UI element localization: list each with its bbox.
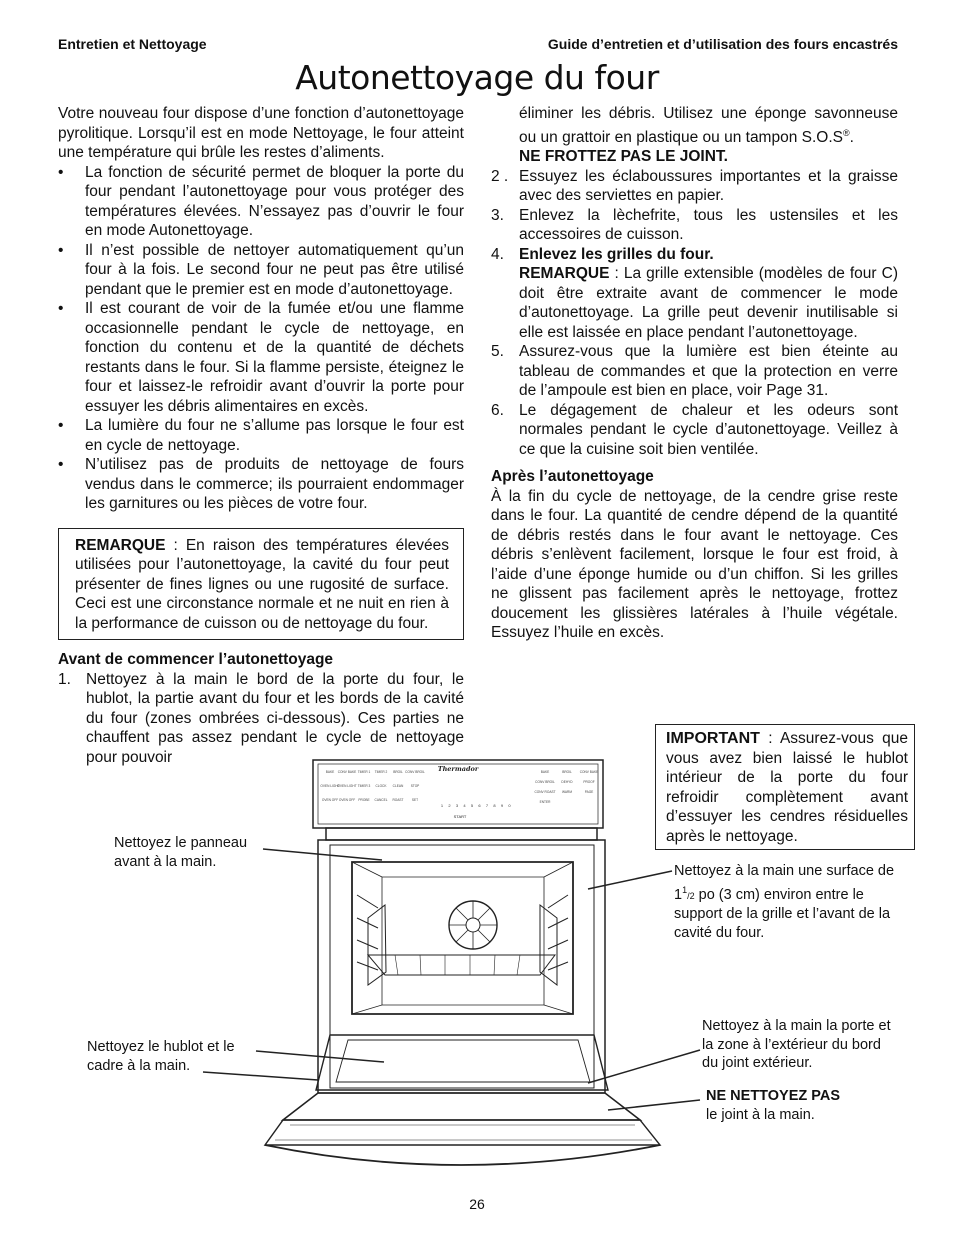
oven-key-label: OVEN LIGHT — [320, 784, 340, 788]
page-title: Autonettoyage du four — [295, 58, 659, 97]
oven-key-label: CLOCK — [375, 784, 387, 788]
step-4-note-label: REMARQUE — [519, 265, 610, 282]
header-section-title: Entretien et Nettoyage — [58, 36, 207, 52]
oven-digits — [441, 803, 512, 808]
caption-window: Nettoyez le hublot et le cadre à la main. — [87, 1039, 235, 1074]
page-number: 26 — [469, 1196, 485, 1212]
step-number: 3. — [491, 206, 504, 224]
leader-line-window — [256, 1051, 384, 1062]
bullet-text: La fonction de sécurité permet de bloquer la porte du four pendant l’autonettoyage pour vous protéger des températures élevées. N’essayez pas d’ouvrir le four en mode Autonettoyage. — [85, 163, 464, 239]
oven-digit-label: 0 — [508, 803, 511, 808]
oven-key-label: SET — [411, 798, 419, 802]
step-text: Assurez-vous que la lumière est bien éteinte au tableau de commandes et que la protection en verre de l’ampoule est bien en place, voir Page 31. — [519, 343, 898, 399]
oven-key-label: CONV BROIL — [535, 780, 555, 784]
oven-key-label: TIMER 2 — [374, 770, 388, 774]
step-number: 6. — [491, 401, 504, 419]
step-1-warning: NE FROTTEZ PAS LE JOINT. — [519, 148, 728, 165]
oven-key-label: CONV ROAST — [534, 790, 556, 794]
step-number: 4. — [491, 245, 504, 263]
caption-no-clean-bold: NE NETTOYEZ PAS — [706, 1088, 841, 1104]
oven-key-label: BROIL — [393, 770, 403, 774]
oven-key-label: WARM — [562, 790, 572, 794]
oven-key-label: STOP — [410, 784, 420, 788]
oven-key-label: PAGE — [584, 790, 594, 794]
step-text: éliminer les débris. Utilisez une éponge savonneuse ou un grattoir en plastique ou un tampon S.O.S — [519, 105, 898, 146]
after-cleaning-paragraph: À la fin du cycle de nettoyage, de la cendre grise reste dans le four. La quantité de cendre dépend de la quantité de débris restés dans le four avant le nettoyage. Ces débris s’enlèvent facilement, lorsque le four est froid, à l’aide d’une éponge humide ou d’un chiffon. Si les grilles ne glissent pas facilement après le nettoyage, frottez doucement les glissières latérales à l’huile végétale. Essuyez l’huile en excès. — [491, 487, 898, 641]
oven-key-label: ENTER — [539, 800, 551, 804]
oven-key-label: ROAST — [392, 798, 404, 802]
caption-no-clean-text: le joint à la main. — [706, 1106, 815, 1123]
step-text: Le dégagement de chaleur et les odeurs sont normales pendant le cycle d’autonettoyage. Veillez à ce que la cuisine soit bien ventilée. — [519, 401, 898, 458]
leader-line-panel — [263, 849, 382, 860]
oven-key-label: CONV BAKE — [337, 770, 357, 774]
oven-digit-label: 3 — [455, 803, 459, 808]
caption-surface — [674, 862, 899, 942]
step-number: 5. — [491, 343, 504, 360]
note-text: : En raison des températures élevées utilisées pour l’autonettoyage, la cavité du four peut présenter de fines lignes ou une rugosité de surface. Ceci est une circonstance normale et ne nuit en rien à la performance de cuisson ou de nettoyage du four. — [75, 536, 449, 632]
oven-key-label: CONV BROIL — [405, 770, 425, 774]
bullet-mark: • — [58, 417, 64, 434]
oven-key-label: DEHYD — [561, 780, 573, 784]
leader-line-surface — [588, 871, 672, 889]
oven-digit-label: 1 — [440, 803, 444, 808]
bullet-mark: • — [58, 163, 64, 181]
step-text-end: . — [849, 128, 854, 146]
oven-digit-label: 4 — [463, 803, 466, 808]
oven-key-label: CLEAN — [392, 784, 404, 788]
caption-door: Nettoyez à la main la porte et la zone à l’extérieur du bord du joint extérieur. — [702, 1018, 891, 1071]
oven-keys-right — [534, 770, 598, 804]
oven-key-label: CONV BAKE — [579, 770, 599, 774]
registered-mark: ® — [843, 127, 850, 138]
important-label: IMPORTANT — [666, 730, 760, 747]
oven-digit-label: 7 — [485, 803, 489, 808]
oven-digit-label: 9 — [500, 803, 504, 808]
step-text: Nettoyez à la main le bord de la porte du four, le hublot, la partie avant du four et les bords de la cavité du four (zones ombrées ci-dessous). Ces parties ne chauffent pas assez pendant le cycle de nettoyage pour pouvoir — [86, 670, 464, 766]
step-text: Enlevez la lèchefrite, tous les ustensiles et les accessoires de cuisson. — [519, 206, 898, 243]
intro-paragraph: Votre nouveau four dispose d’une fonction d’autonettoyage pyrolitique. Lorsqu’il est en mode Nettoyage, le four atteint une température qui brûle les restes d’aliments. — [58, 105, 464, 161]
oven-digit-label: 2 — [448, 803, 451, 808]
after-cleaning-heading: Après l’autonettoyage — [491, 468, 654, 485]
step-text: Essuyez les éclaboussures importantes et la graisse avec des serviettes en papier. — [519, 167, 898, 204]
bullet-mark: • — [58, 456, 64, 473]
oven-key-label: CANCEL — [374, 798, 388, 802]
oven-key-label: TIMER 3 — [357, 784, 371, 788]
oven-keys-left — [320, 770, 425, 802]
oven-key-label: TIMER 1 — [357, 770, 371, 774]
oven-key-label: PROBE — [358, 798, 370, 802]
oven-key-label: BROIL — [562, 770, 572, 774]
oven-key-label: OVEN OFF — [338, 798, 356, 802]
oven-digit-label: 6 — [478, 803, 481, 808]
bullet-mark: • — [58, 300, 64, 317]
oven-key-label: BAKE — [540, 770, 550, 774]
caption-surface-sup: 1 — [682, 884, 688, 895]
note-label: REMARQUE — [75, 536, 166, 554]
step-4-note-text: : La grille extensible (modèles de four C) doit être extraite avant de commencer le mode d’autonettoyage. La grille peut devenir inutilisable si elle est laissée en place pendant l’autonettoyage. — [519, 265, 898, 341]
bullet-text: N’utilisez pas de produits de nettoyage de fours vendus dans le commerce; ils pourraient endommager les garnitures ou les pièces de votre four. — [85, 456, 464, 512]
oven-key-label: PROOF — [583, 780, 595, 784]
header-guide-title: Guide d’entretien et d’utilisation des fours encastrés — [547, 36, 898, 52]
bullet-text: Il n’est possible de nettoyer automatiquement qu’un four à la fois. Le second four ne peut pas être utilisé pendant que le premier est en mode d’autonettoyage. — [85, 241, 464, 298]
bullet-text: Il est courant de voir de la fumée et/ou une flamme occasionnelle pendant le cycle de nettoyage, en fonction du contenu et de la quantité de déchets restants dans le four. Si la flamme persiste, éteignez le four et laissez-le refroidir avant d’ouvrir la porte pour essuyer les débris alimentaires en excès. — [85, 300, 464, 415]
step-number: 1. — [58, 670, 71, 688]
step-4-bold: Enlevez les grilles du four. — [519, 245, 714, 263]
start-key-label: START — [453, 814, 467, 819]
oven-key-label: OVEN OFF — [321, 798, 339, 802]
oven-key-label: OVEN LIGHT — [337, 784, 357, 788]
caption-panel: Nettoyez le panneau avant à la main. — [114, 835, 248, 870]
caption-surface-a: Nettoyez à la main une surface de 1 — [674, 863, 895, 903]
oven-key-label: BAKE — [325, 770, 335, 774]
oven-digit-label: 8 — [493, 803, 496, 808]
brand-logo: Thermador — [437, 765, 479, 773]
bullet-text: La lumière du four ne s’allume pas lorsque le four est en cycle de nettoyage. — [85, 417, 464, 454]
oven-digit-label: 5 — [470, 803, 474, 808]
before-cleaning-heading: Avant de commencer l’autonettoyage — [58, 651, 334, 668]
caption-surface-sub: /2 — [687, 890, 695, 901]
bullet-mark: • — [58, 241, 64, 259]
step-number: 2 . — [491, 167, 509, 185]
important-text: : Assurez-vous que vous avez bien laissé le hublot intérieur de la porte du four refroidir complètement avant d’essuyer les cendres résiduelles après le nettoyage. — [666, 730, 908, 845]
caption-no-clean — [706, 1087, 896, 1124]
caption-surface-b: po (3 cm) environ entre le support de la grille et l’avant de la cavité du four. — [674, 886, 891, 941]
